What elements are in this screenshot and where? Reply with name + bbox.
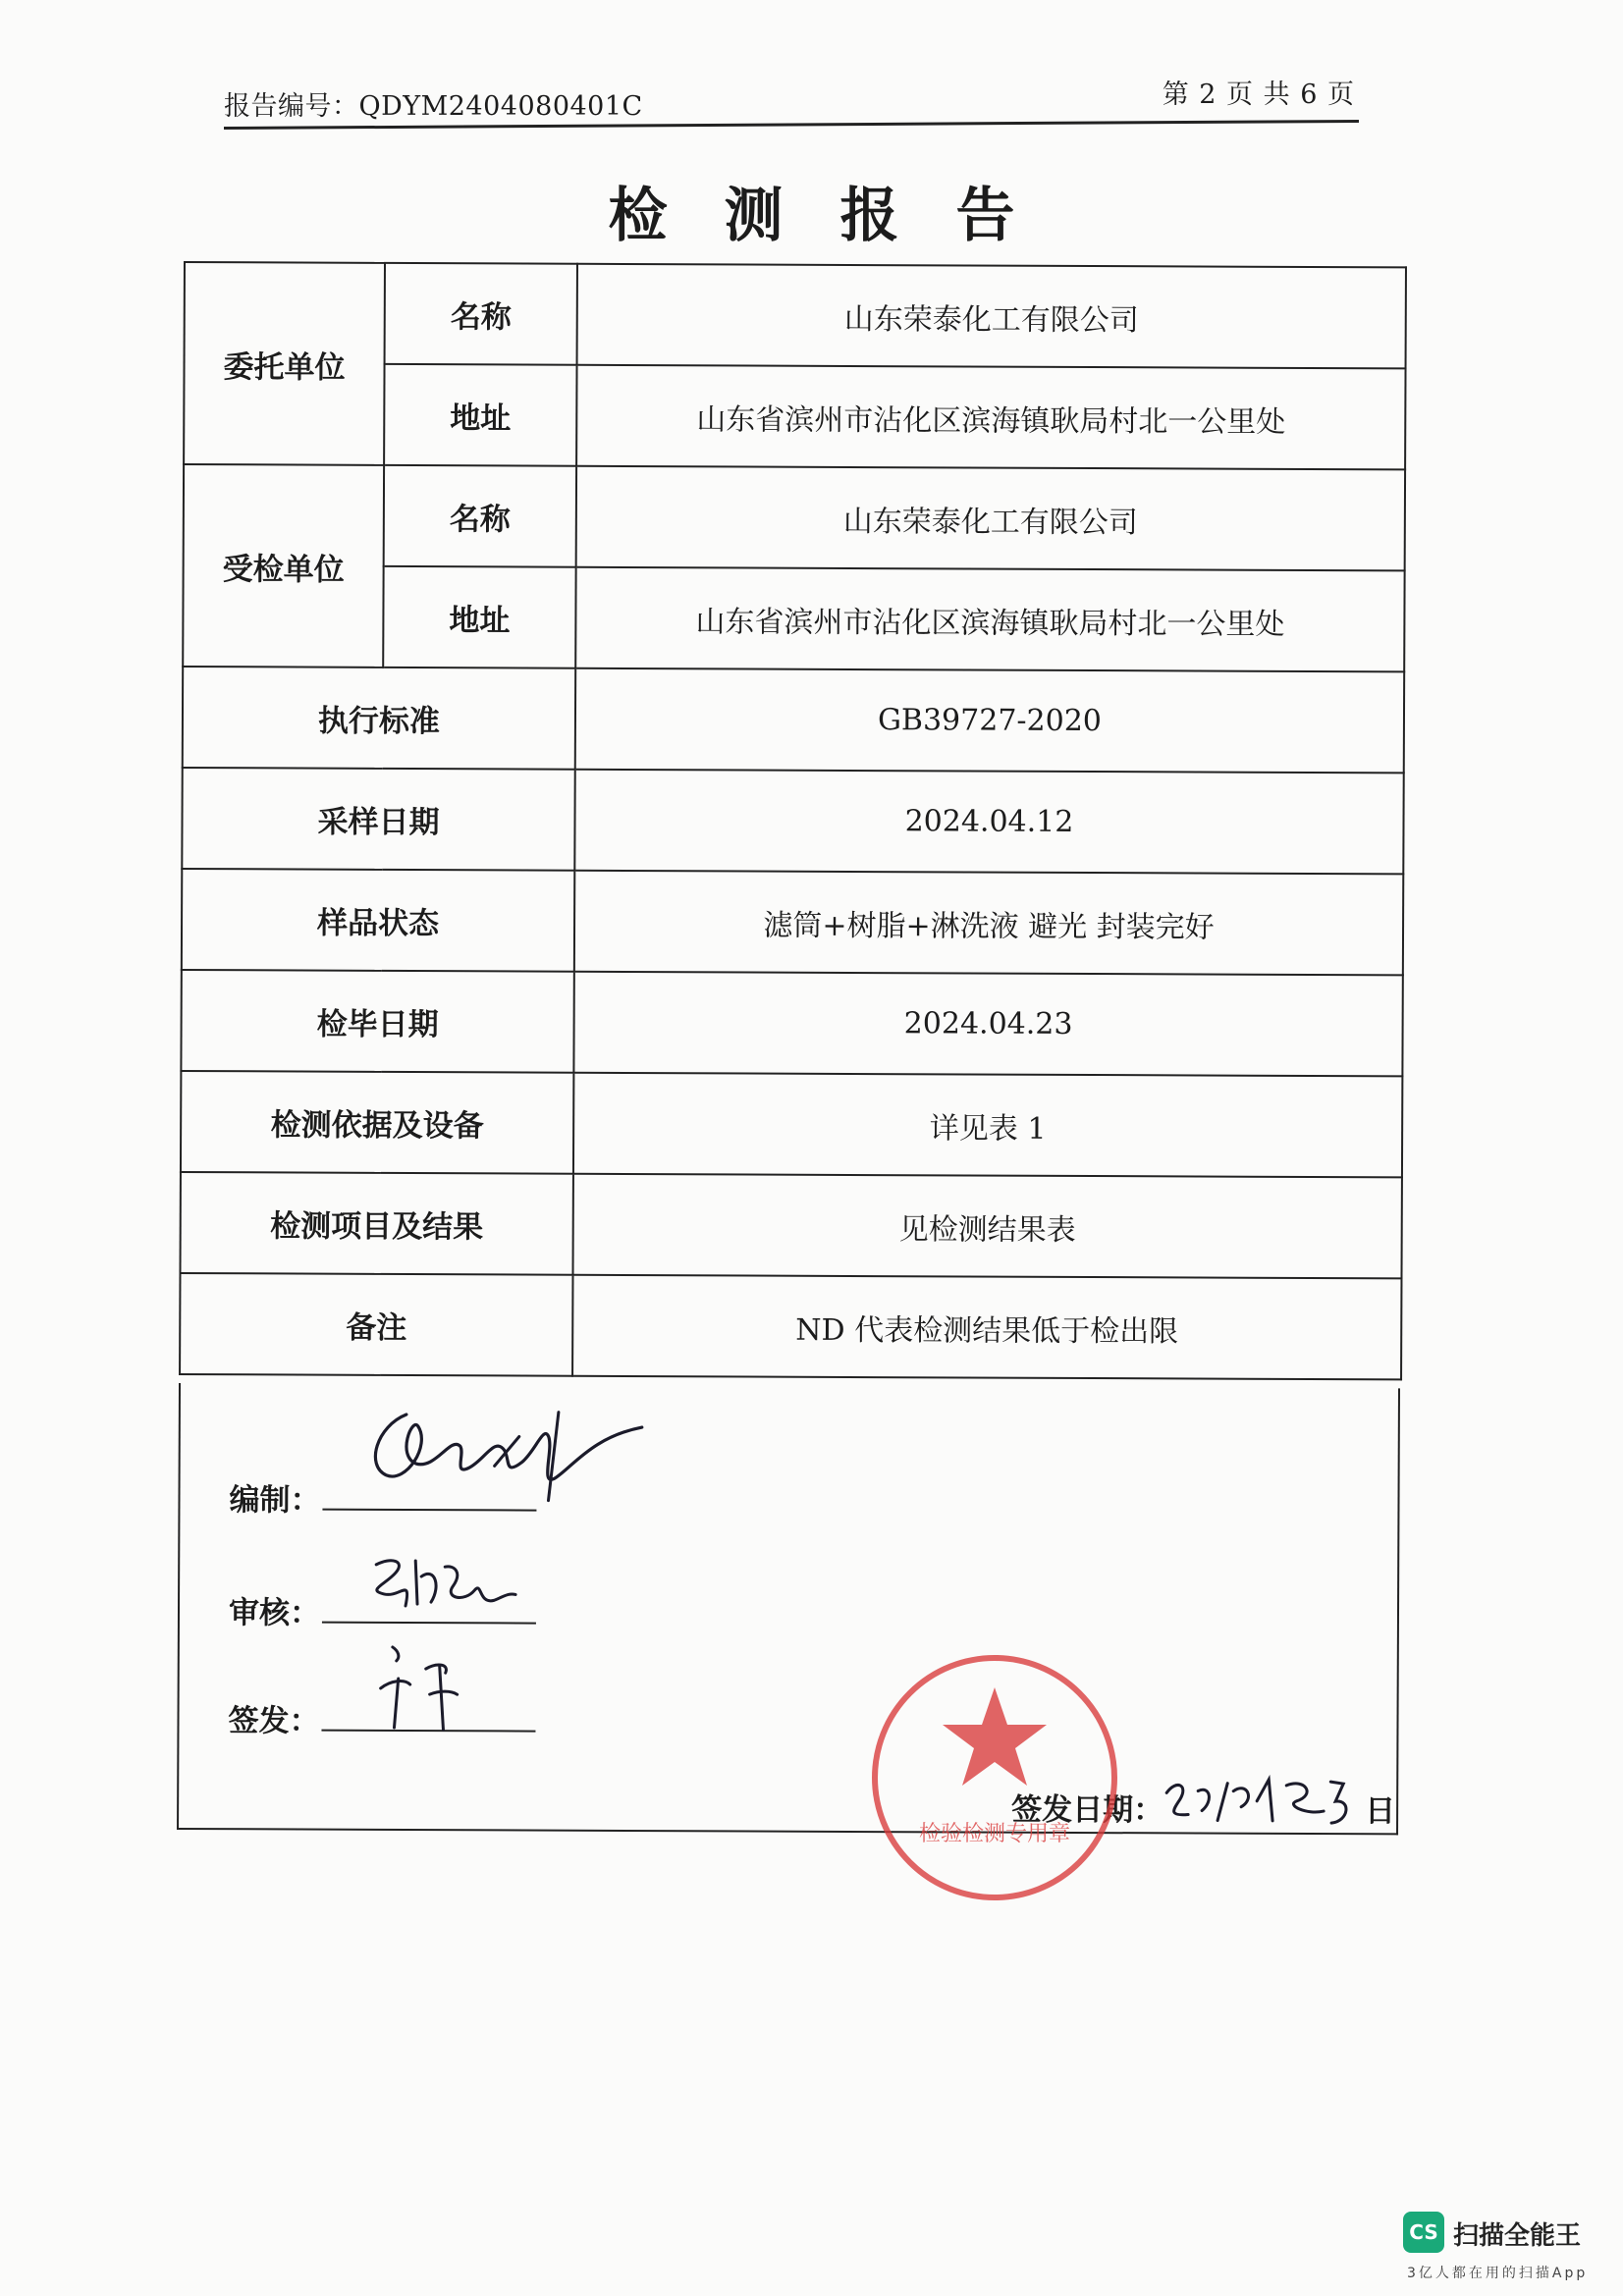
standard-value: GB39727-2020 xyxy=(575,668,1404,774)
client-name-value: 山东荣泰化工有限公司 xyxy=(577,264,1406,369)
standard-label: 执行标准 xyxy=(183,667,575,770)
document-title: 检测报告 xyxy=(608,182,1072,250)
table-row xyxy=(181,1071,1402,1177)
page-header xyxy=(224,73,1355,128)
table-row xyxy=(184,464,1405,570)
sampling-date-value: 2024.04.12 xyxy=(574,770,1403,875)
issue-date xyxy=(1011,1785,1396,1830)
issue-date-label: 签发日期： xyxy=(1011,1791,1164,1829)
scanner-tagline: 3亿人都在用的扫描App xyxy=(1407,2266,1589,2281)
scanner-app-name: 扫描全能王 xyxy=(1453,2221,1582,2251)
inspected-name-value: 山东荣泰化工有限公司 xyxy=(576,466,1405,571)
inspected-address-value: 山东省滨州市沾化区滨海镇耿局村北一公里处 xyxy=(575,567,1404,672)
seal-text: 检验检测专用章 xyxy=(918,1822,1071,1846)
report-number: 报告编号：QDYM2404080401C xyxy=(224,91,643,122)
table-row xyxy=(183,667,1404,773)
inspected-name-label: 名称 xyxy=(384,465,576,567)
scanner-watermark xyxy=(1403,2212,1623,2290)
completion-date-value: 2024.04.23 xyxy=(573,972,1402,1077)
table-row xyxy=(182,768,1403,874)
inspected-unit-label: 受检单位 xyxy=(183,464,384,667)
client-address-label: 地址 xyxy=(384,364,576,466)
test-items-label: 检测项目及结果 xyxy=(181,1172,573,1275)
sampling-date-label: 采样日期 xyxy=(182,768,574,871)
signature-section xyxy=(177,1383,1400,1835)
compiled-by-signature xyxy=(347,1407,651,1516)
reviewed-by-label: 审核： xyxy=(228,1595,321,1631)
issued-by-signature xyxy=(370,1639,488,1738)
issue-date-handwriting xyxy=(1159,1771,1365,1831)
test-items-value: 见检测结果表 xyxy=(572,1174,1401,1279)
remarks-label: 备注 xyxy=(180,1273,572,1376)
sample-state-value: 滤筒+树脂+淋洗液 避光 封装完好 xyxy=(574,871,1403,976)
scanner-badge: CS xyxy=(1403,2212,1444,2253)
test-basis-value: 详见表 1 xyxy=(573,1073,1402,1178)
compiled-by-label: 编制： xyxy=(229,1482,321,1519)
issued-by-label: 签发： xyxy=(228,1703,320,1739)
report-info-table xyxy=(179,261,1407,1380)
test-basis-label: 检测依据及设备 xyxy=(181,1071,573,1174)
table-row xyxy=(181,1172,1402,1278)
table-row xyxy=(182,869,1403,975)
reviewed-by-signature xyxy=(347,1547,543,1627)
client-unit-label: 委托单位 xyxy=(184,262,385,465)
issue-date-day-suffix: 日 xyxy=(1365,1793,1396,1830)
client-name-label: 名称 xyxy=(385,263,577,365)
table-row xyxy=(185,262,1406,368)
table-row xyxy=(181,970,1402,1076)
client-address-value: 山东省滨州市沾化区滨海镇耿局村北一公里处 xyxy=(576,365,1405,470)
sample-state-label: 样品状态 xyxy=(182,869,574,972)
remarks-value: ND 代表检测结果低于检出限 xyxy=(572,1275,1401,1380)
completion-date-label: 检毕日期 xyxy=(181,970,573,1073)
inspected-address-label: 地址 xyxy=(383,566,575,668)
table-row xyxy=(180,1273,1401,1379)
report-form xyxy=(177,261,1405,1837)
page-number: 第 2 页 共 6 页 xyxy=(1162,80,1355,110)
